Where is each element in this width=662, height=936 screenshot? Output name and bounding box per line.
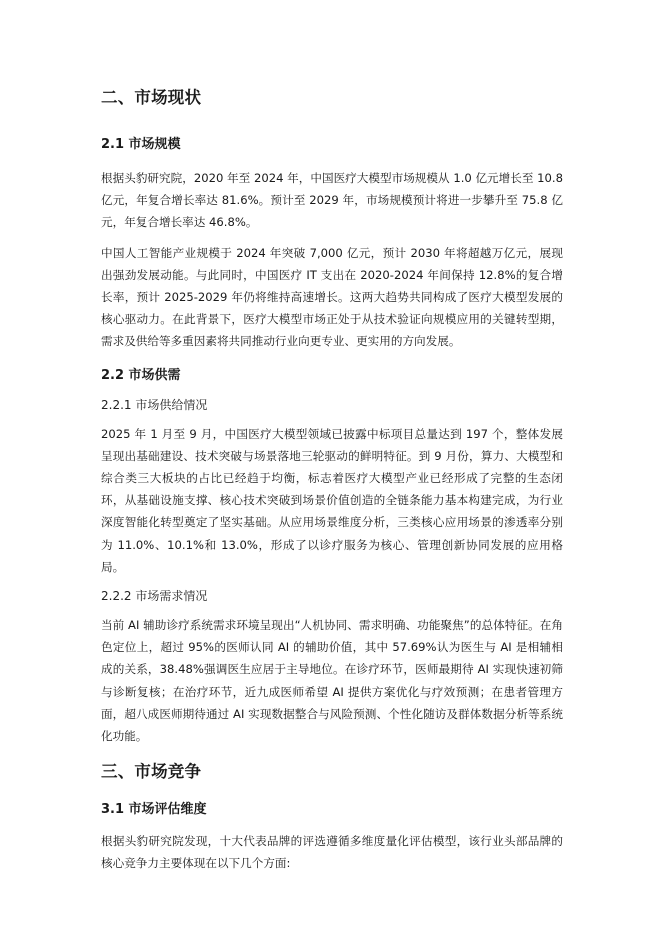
document-body	[101, 87, 563, 875]
subsection-heading-evaluation-dimensions: 3.1 市场评估维度	[101, 802, 207, 818]
paragraph-evaluation: 根据头豹研究院发现，十大代表品牌的评选遵循多维度量化评估模型，该行业头部品牌的核心竞争力主要体现在以下几个方面:	[101, 834, 563, 871]
section-heading-market-status: 二、市场现状	[101, 88, 202, 107]
subsection-heading-supply-demand: 2.2 市场供需	[101, 367, 181, 383]
section-heading-market-competition: 三、市场竞争	[101, 762, 202, 782]
paragraph-market-size-2: 中国人工智能产业规模于 2024 年突破 7,000 亿元，预计 2030 年将超越万亿元，展现出强劲发展动能。与此同时，中国医疗 IT 支出在 2020-2024 年间保持 12.8%的复合增长率，预计 2025-2029 年仍将维持高速增长。这两大趋势共同构成了医疗大模型发展的核心驱动力。在此背景下，医疗大模型市场正处于从技术验证向规模应用的关键转型期，需求及供给等多重因素将共同推动行业向更专业、更实用的方向发展。	[101, 245, 563, 349]
paragraph-supply: 2025 年 1 月至 9 月，中国医疗大模型领域已披露中标项目总量达到 197 个，整体发展呈现出基础建设、技术突破与场景落地三轮驱动的鲜明特征。到 9 月份，算力、大模型和综合类三大板块的占比已经趋于均衡，标志着医疗大模型产业已经形成了完整的生态闭环，从基础设施支撑、核心技术突破到场景价值创造的全链条能力基本构建完成，为行业深度智能化转型奠定了坚实基础。从应用场景维度分析，三类核心应用场景的渗透率分别为 11.0%、10.1%和 13.0%，形成了以诊疗服务为核心、管理创新协同发展的应用格局。	[101, 426, 563, 574]
subsubsection-heading-supply: 2.2.1 市场供给情况	[101, 397, 208, 412]
subsubsection-heading-demand: 2.2.2 市场需求情况	[101, 589, 208, 604]
subsection-heading-market-size: 2.1 市场规模	[101, 137, 181, 152]
paragraph-demand: 当前 AI 辅助诊疗系统需求环境呈现出“人机协同、需求明确、功能聚焦”的总体特征。在角色定位上，超过 95%的医师认同 AI 的辅助价值，其中 57.69%认为医生与 AI 是相辅相成的关系，38.48%强调医生应居于主导地位。在诊疗环节，医师最期待 AI 实现快速初筛与诊断复核；在治疗环节，近九成医师希望 AI 提供方案优化与疗效预测；在患者管理方面，超八成医师期待通过 AI 实现数据整合与风险预测、个性化随访及群体数据分析等系统化功能。	[101, 618, 563, 744]
paragraph-market-size-1: 根据头豹研究院，2020 年至 2024 年，中国医疗大模型市场规模从 1.0 亿元增长至 10.8 亿元，年复合增长率达 81.6%。预计至 2029 年，市场规模预计将进一步攀升至 75.8 亿元，年复合增长率达 46.8%。	[101, 171, 563, 230]
